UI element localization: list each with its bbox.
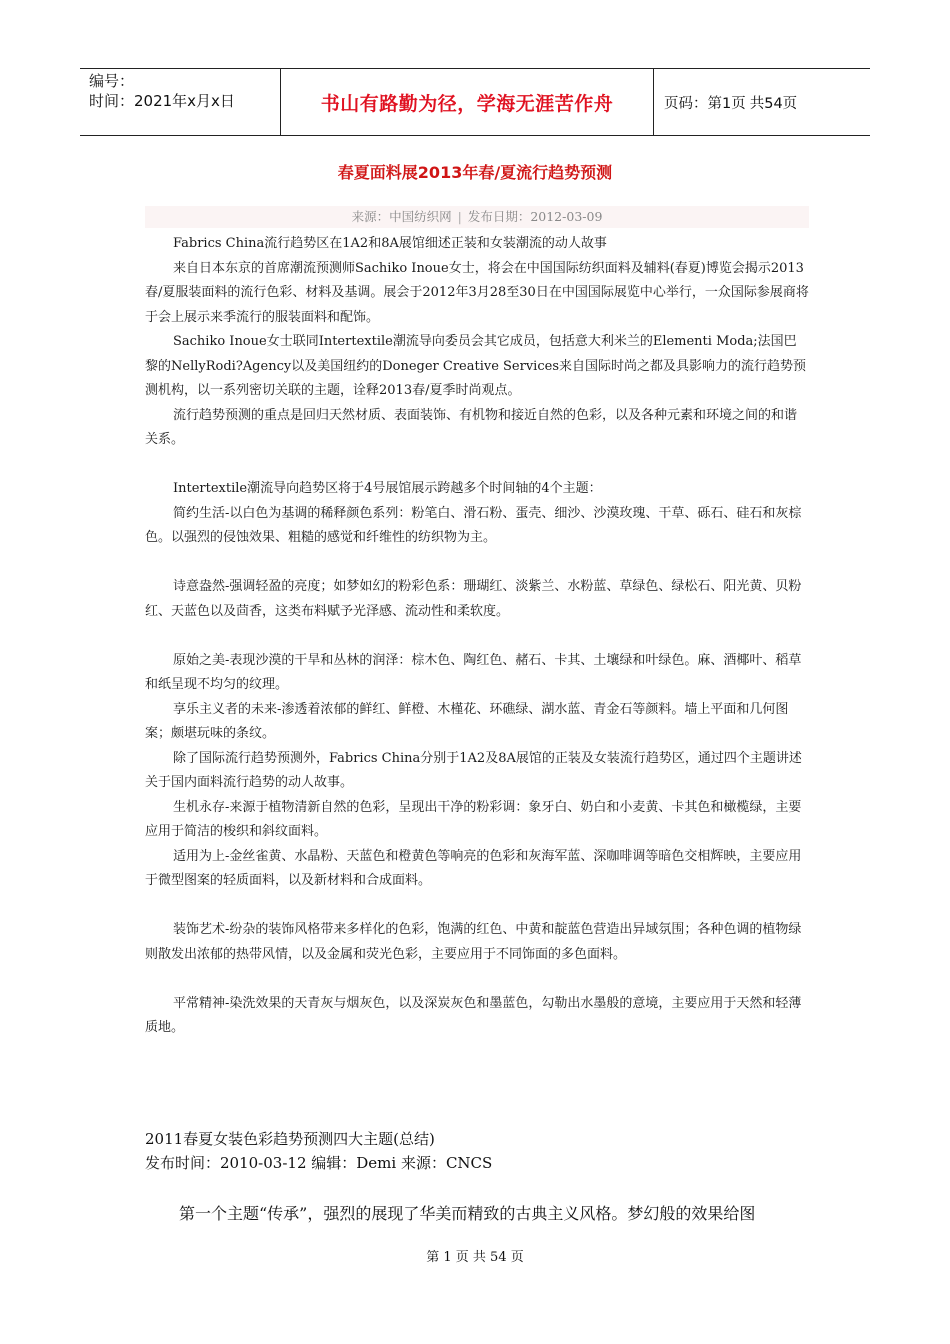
paragraph-gap xyxy=(145,624,809,649)
article-title: 春夏面料展2013年春/夏流行趋势预测 xyxy=(337,163,613,182)
article-paragraph: Fabrics China流行趋势区在1A2和8A展馆细述正装和女装潮流的动人故事 xyxy=(173,236,607,251)
page-total: 共54页 xyxy=(749,95,798,112)
article-paragraph: 简约生活-以白色为基调的稀释颜色系列：粉笔白、滑石粉、蛋壳、细沙、沙漠玫瑰、干草、砾石、硅石和灰棕色。以强烈的侵蚀效果、粗糙的感觉和纤维性的纺织物为主。 xyxy=(145,505,802,545)
header-motto: 书山有路勤为径，学海无涯苦作舟 xyxy=(281,69,654,135)
article-body xyxy=(145,232,809,1041)
article-paragraph: 诗意盎然-强调轻盈的亮度；如梦如幻的粉彩色系：珊瑚红、淡紫兰、水粉蓝、草绿色、绿松石、阳光黄、贝粉红、天蓝色以及茴香，这类布料赋予光泽感、流动性和柔软度。 xyxy=(145,579,802,619)
page-footer: 第 1 页 共 54 页 xyxy=(426,1250,524,1265)
section-2011-summary xyxy=(145,1127,845,1175)
section2-intro: 第一个主题“传承”，强烈的展现了华美而精致的古典主义风格。梦幻般的效果给图 xyxy=(179,1204,756,1223)
article-paragraph: 来自日本东京的首席潮流预测师Sachiko Inoue女士，将会在中国国际纺织面料及辅料(春夏)博览会揭示2013春/夏服装面料的流行色彩、材料及基调。展会于2012年3月28至30日在中国国际展览中心举行，一众国际参展商将于会上展示来季流行的服装面料和配饰。 xyxy=(145,260,809,325)
article-paragraph: 享乐主义者的未来-渗透着浓郁的鲜红、鲜橙、木槿花、环礁绿、湖水蓝、青金石等颜料。墙上平面和几何图案；颇堪玩味的条纹。 xyxy=(145,701,789,741)
article-paragraph: 生机永存-来源于植物清新自然的色彩，呈现出干净的粉彩调：象牙白、奶白和小麦黄、卡其色和橄榄绿，主要应用于简洁的梭织和斜纹面料。 xyxy=(145,799,802,839)
paragraph-gap xyxy=(145,894,809,919)
page-label: 页码：第1页 xyxy=(664,95,746,112)
article-paragraph: 除了国际流行趋势预测外，Fabrics China分别于1A2及8A展馆的正装及女装流行趋势区，通过四个主题讲述关于国内面料流行趋势的动人故事。 xyxy=(145,750,802,790)
document-header xyxy=(80,68,870,136)
article-paragraph: 平常精神-染洗效果的天青灰与烟灰色，以及深炭灰色和墨蓝色，勾勒出水墨般的意境，主要应用于天然和轻薄质地。 xyxy=(145,995,802,1035)
paragraph-gap xyxy=(145,967,809,992)
section2-title: 2011春夏女装色彩趋势预测四大主题(总结) xyxy=(145,1130,435,1148)
article-paragraph: 适用为上-金丝雀黄、水晶粉、天蓝色和橙黄色等响亮的色彩和灰海军蓝、深咖啡调等暗色交相辉映，主要应用于微型图案的轻质面料，以及新材料和合成面料。 xyxy=(145,848,802,888)
header-info-cell xyxy=(80,69,281,135)
header-page-cell xyxy=(654,69,870,135)
paragraph-gap xyxy=(145,551,809,576)
article-meta xyxy=(145,206,809,228)
section2-meta: 发布时间：2010-03-12 编辑：Demi 来源：CNCS xyxy=(145,1154,493,1172)
article-paragraph: 流行趋势预测的重点是回归天然材质、表面装饰、有机物和接近自然的色彩，以及各种元素和环境之间的和谐关系。 xyxy=(145,407,798,447)
article-paragraph: Intertextile潮流导向趋势区将于4号展馆展示跨越多个时间轴的4个主题： xyxy=(173,481,602,496)
meta-separator: | xyxy=(457,209,462,224)
number-label: 编号： xyxy=(89,72,135,90)
paragraph-gap xyxy=(145,453,809,478)
article-paragraph: 装饰艺术-纷杂的装饰风格带来多样化的色彩，饱满的红色、中黄和靛蓝色营造出异域氛围；各种色调的植物绿则散发出浓郁的热带风情，以及金属和荧光色彩，主要应用于不同饰面的多色面料。 xyxy=(145,922,802,962)
article-paragraph: 原始之美-表现沙漠的干旱和丛林的润泽：棕木色、陶红色、赭石、卡其、土壤绿和叶绿色。麻、酒椰叶、稻草和纸呈现不均匀的纹理。 xyxy=(145,652,802,692)
time-label: 时间：2021年x月x日 xyxy=(89,92,235,110)
article-date: 发布日期：2012-03-09 xyxy=(467,209,603,224)
article-paragraph: Sachiko Inoue女士联同Intertextile潮流导向委员会其它成员，包括意大利米兰的Elementi Moda;法国巴黎的NellyRodi?Agency以及美国纽约的Doneger Creative Services来自国际时尚之都及具影响力的流行趋势预测机构，以一系列密切关联的主题，诠释2013春/夏季时尚观点。 xyxy=(145,334,806,398)
article-source: 来源：中国纺织网 xyxy=(351,209,452,224)
